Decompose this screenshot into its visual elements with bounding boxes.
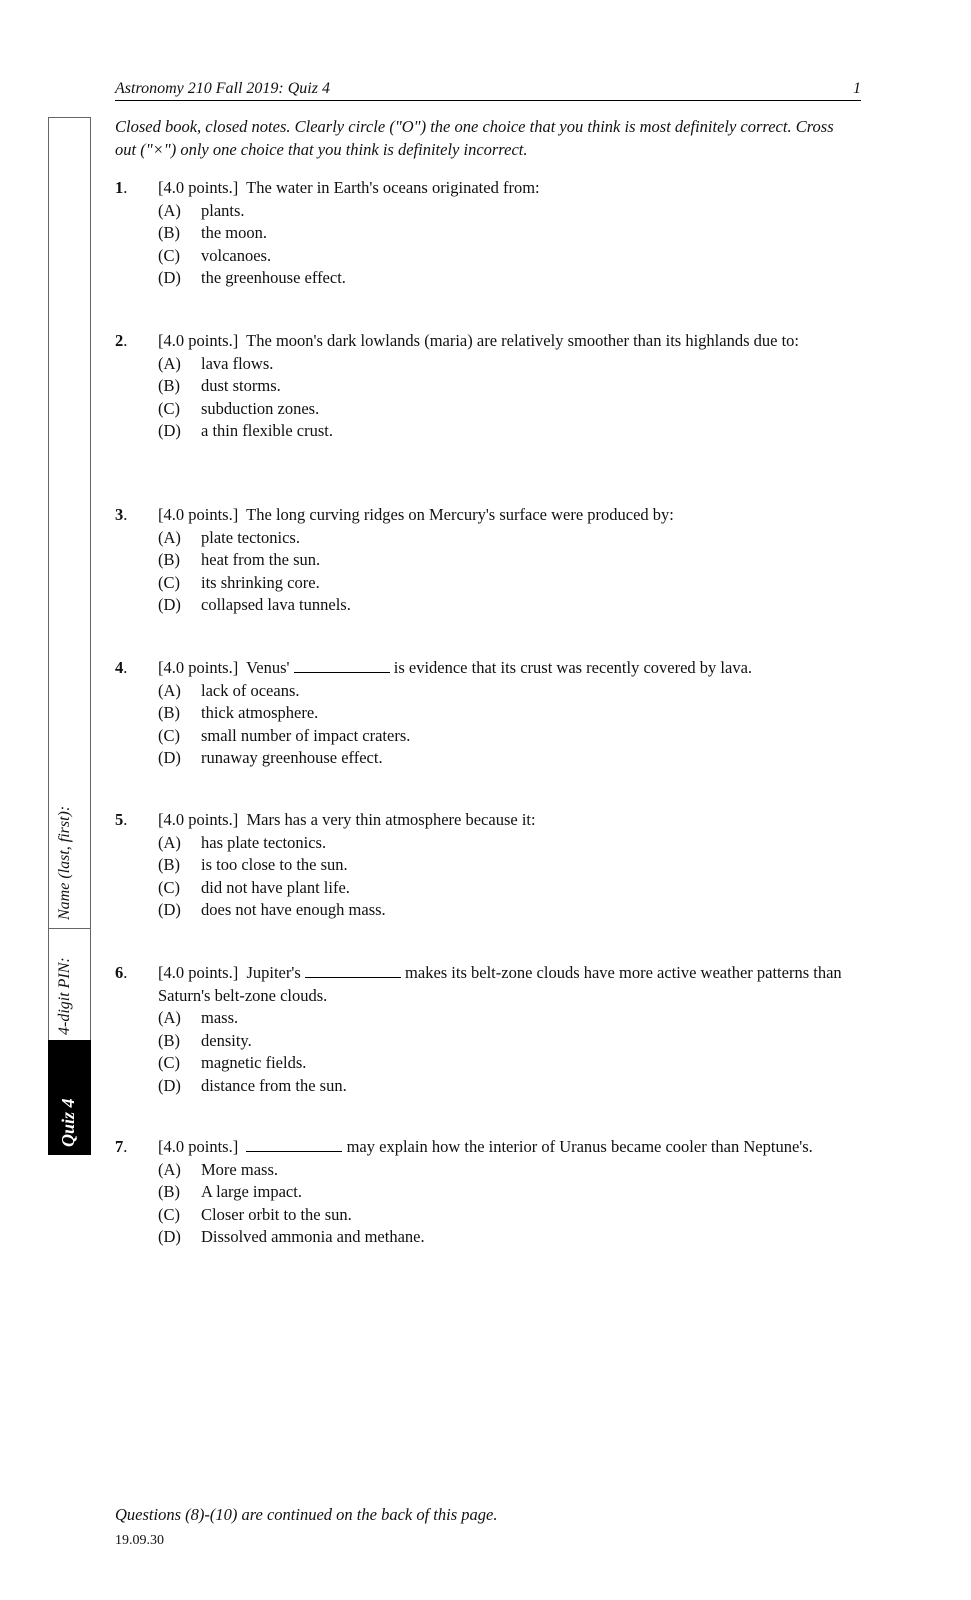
answer-choice [158,398,860,421]
choice-text: Closer orbit to the sun. [201,1204,352,1224]
choice-text: distance from the sun. [201,1075,347,1095]
answer-choice [158,1030,860,1053]
choice-letter: (A) [158,680,181,700]
answer-choice [158,353,860,376]
choice-letter: (B) [158,223,180,243]
choice-letter: (C) [158,572,180,592]
choice-text: collapsed lava tunnels. [201,595,351,615]
question-points: [4.0 points.] [158,505,239,524]
choice-letter: (B) [158,550,180,570]
question-text: Jupiter's [246,963,301,982]
question-7 [115,1136,860,1249]
answer-choice [158,680,860,703]
question-2 [115,330,860,443]
choice-text: volcanoes. [201,245,272,265]
question-text-continued: may explain how the interior of Uranus became cooler than Neptune's. [346,1137,813,1156]
choice-letter: (B) [158,703,180,723]
instructions: Closed book, closed notes. Clearly circle ("O") the one choice that you think is most definitely correct. Cross out ("×") only one choice that you think is definitely incorrect. [115,117,834,159]
answer-choice [158,572,860,595]
choice-letter: (B) [158,855,180,875]
choice-letter: (D) [158,1075,181,1095]
pin-field-label: 4-digit PIN: [56,957,73,1035]
page-number: 1 [853,80,861,97]
question-text: The moon's dark lowlands (maria) are relatively smoother than its highlands due to: [246,331,800,350]
question-stem [158,504,860,527]
question-stem [158,330,860,353]
choice-letter: (C) [158,725,180,745]
answer-choice [158,420,860,443]
question-number-value: 6 [115,963,124,982]
question-text: Venus' [246,658,290,677]
choice-text: runaway greenhouse effect. [201,748,383,768]
fill-in-blank [246,1137,342,1152]
question-number: 4. [115,658,128,677]
answer-choice [158,375,860,398]
answer-choice [158,725,860,748]
question-stem [158,177,860,200]
question-stem [158,809,860,832]
question-number: 6. [115,963,128,982]
question-3 [115,504,860,617]
choice-letter: (A) [158,353,181,373]
question-points: [4.0 points.] [158,658,239,677]
answer-choice [158,747,860,770]
quiz-tab-label: Quiz 4 [58,1098,78,1147]
choice-letter: (A) [158,527,181,547]
question-5 [115,809,860,922]
student-info-divider [48,928,91,929]
answer-choice [158,549,860,572]
question-text: The water in Earth's oceans originated from: [246,178,540,197]
question-number: 5. [115,810,128,829]
answer-choice [158,267,860,290]
answer-choice [158,200,860,223]
choice-letter: (C) [158,398,180,418]
choice-letter: (C) [158,877,180,897]
choice-text: mass. [201,1008,239,1028]
question-stem [158,962,860,1007]
choice-text: small number of impact craters. [201,725,411,745]
choice-text: does not have enough mass. [201,900,386,920]
question-1 [115,177,860,290]
choice-text: A large impact. [201,1182,302,1202]
choice-text: thick atmosphere. [201,703,319,723]
answer-choice [158,702,860,725]
choice-letter: (C) [158,1053,180,1073]
choice-letter: (B) [158,1030,180,1050]
choice-text: magnetic fields. [201,1053,307,1073]
question-number: 1. [115,178,128,197]
choice-letter: (D) [158,900,181,920]
course-title: Astronomy 210 Fall 2019: Quiz 4 [115,80,330,97]
answer-choice [158,1204,860,1227]
choice-text: the greenhouse effect. [201,268,346,288]
choice-text: heat from the sun. [201,550,321,570]
question-text: Mars has a very thin atmosphere because it: [246,810,536,829]
choice-text: plants. [201,200,245,220]
answer-choice [158,899,860,922]
answer-choice [158,877,860,900]
question-number: 7. [115,1137,128,1156]
answer-choice [158,527,860,550]
answer-choice [158,1159,860,1182]
choice-text: has plate tectonics. [201,832,327,852]
question-4 [115,657,860,770]
page-header [115,80,861,101]
answer-choice [158,854,860,877]
question-text-continued: is evidence that its crust was recently covered by lava. [393,658,753,677]
answer-choice [158,1226,860,1249]
choice-letter: (A) [158,1008,181,1028]
question-number: 2. [115,331,128,350]
choice-text: dust storms. [201,376,281,396]
choice-letter: (D) [158,748,181,768]
choice-text: the moon. [201,223,267,243]
question-number-value: 3 [115,505,124,524]
question-number-value: 2 [115,331,124,350]
answer-choice [158,222,860,245]
answer-choice [158,594,860,617]
question-6 [115,962,860,1098]
choice-letter: (B) [158,1182,180,1202]
question-number-value: 5 [115,810,124,829]
answer-choice [158,245,860,268]
fill-in-blank [305,963,401,978]
choice-letter: (A) [158,832,181,852]
choice-letter: (A) [158,200,181,220]
question-number-value: 1 [115,178,124,197]
choice-letter: (D) [158,268,181,288]
choice-text: lava flows. [201,353,274,373]
continued-note: Questions (8)-(10) are continued on the back of this page. [115,1505,498,1524]
choice-text: subduction zones. [201,398,320,418]
question-text: The long curving ridges on Mercury's surface were produced by: [246,505,674,524]
choice-letter: (D) [158,421,181,441]
question-points: [4.0 points.] [158,1137,239,1156]
fill-in-blank [294,658,390,673]
choice-text: plate tectonics. [201,527,300,547]
answer-choice [158,1052,860,1075]
choice-text: is too close to the sun. [201,855,348,875]
answer-choice [158,1181,860,1204]
choice-text: Dissolved ammonia and methane. [201,1227,425,1247]
choice-text: its shrinking core. [201,572,320,592]
choice-text: lack of oceans. [201,680,300,700]
choice-letter: (D) [158,1227,181,1247]
question-number: 3. [115,505,128,524]
choice-text: density. [201,1030,252,1050]
choice-text: did not have plant life. [201,877,350,897]
name-field-label: Name (last, first): [56,805,73,920]
choice-letter: (C) [158,245,180,265]
choice-text: More mass. [201,1159,278,1179]
question-number-value: 4 [115,658,124,677]
choice-letter: (A) [158,1159,181,1179]
question-points: [4.0 points.] [158,963,239,982]
answer-choice [158,1075,860,1098]
choice-letter: (C) [158,1204,180,1224]
question-stem [158,1136,860,1159]
question-stem [158,657,860,680]
question-text-continued: makes its belt-zone clouds have more active weather patterns than Saturn's belt-zone clouds. [158,963,842,1005]
question-points: [4.0 points.] [158,178,239,197]
choice-text: a thin flexible crust. [201,421,333,441]
answer-choice [158,1007,860,1030]
question-points: [4.0 points.] [158,810,239,829]
choice-letter: (B) [158,376,180,396]
choice-letter: (D) [158,595,181,615]
question-number-value: 7 [115,1137,124,1156]
question-points: [4.0 points.] [158,331,239,350]
answer-choice [158,832,860,855]
document-date: 19.09.30 [115,1533,164,1548]
